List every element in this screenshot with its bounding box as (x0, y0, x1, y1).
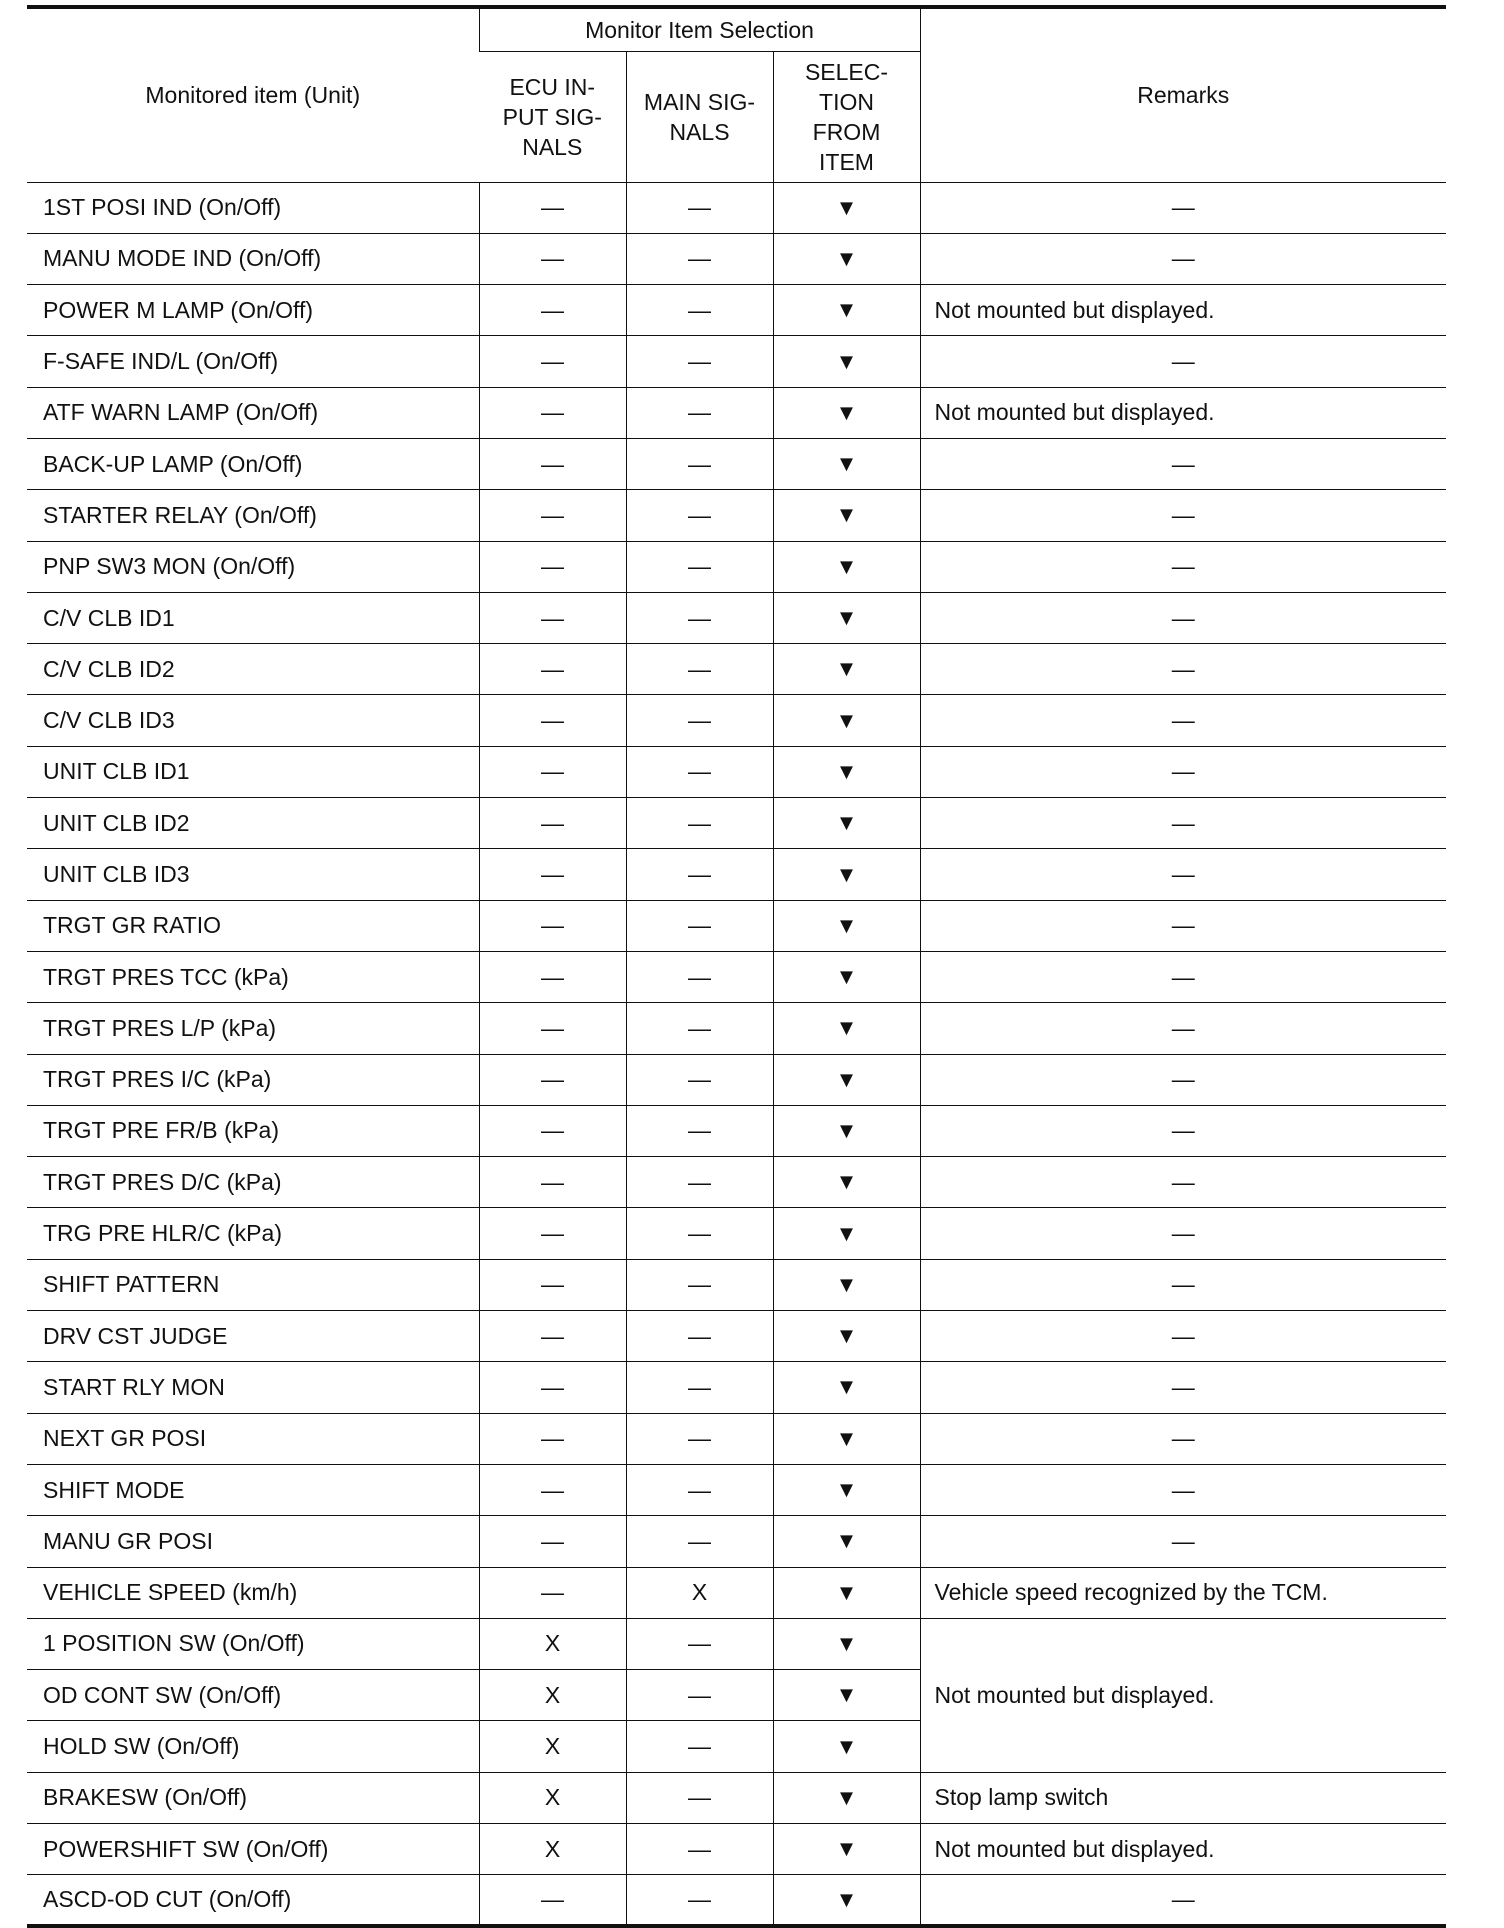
main-signals-cell: — (626, 951, 773, 1002)
monitored-item-cell: TRGT PRE FR/B (kPa) (27, 1105, 479, 1156)
selection-from-item-cell: ▼ (773, 1618, 920, 1669)
main-signals-cell: — (626, 1516, 773, 1567)
table-row (27, 438, 1446, 489)
ecu-input-signals-cell: — (479, 490, 626, 541)
main-signals-cell: — (626, 1875, 773, 1926)
ecu-input-signals-cell: — (479, 1259, 626, 1310)
ecu-input-signals-cell: X (479, 1618, 626, 1669)
selection-from-item-cell: ▼ (773, 1516, 920, 1567)
selection-from-item-cell: ▼ (773, 1208, 920, 1259)
monitored-item-cell: MANU MODE IND (On/Off) (27, 233, 479, 284)
main-signals-cell: — (626, 1105, 773, 1156)
remarks-cell: — (920, 1157, 1446, 1208)
remarks-cell: — (920, 541, 1446, 592)
remarks-cell: — (920, 1054, 1446, 1105)
remarks-cell: — (920, 1362, 1446, 1413)
monitored-item-cell: OD CONT SW (On/Off) (27, 1670, 479, 1721)
monitored-item-cell: DRV CST JUDGE (27, 1311, 479, 1362)
selection-from-item-cell: ▼ (773, 644, 920, 695)
selection-from-item-cell: ▼ (773, 1054, 920, 1105)
main-signals-cell: — (626, 1259, 773, 1310)
header-selection-from-item: SELEC- TION FROM ITEM (773, 51, 920, 182)
table-row (27, 1157, 1446, 1208)
remarks-cell: — (920, 1464, 1446, 1515)
selection-from-item-cell: ▼ (773, 1362, 920, 1413)
remarks-cell: — (920, 1311, 1446, 1362)
monitored-item-cell: NEXT GR POSI (27, 1413, 479, 1464)
table-body (27, 182, 1446, 1926)
table-row (27, 1259, 1446, 1310)
monitored-item-cell: STARTER RELAY (On/Off) (27, 490, 479, 541)
table-row (27, 746, 1446, 797)
remarks-cell: — (920, 1003, 1446, 1054)
main-signals-cell: — (626, 336, 773, 387)
table-row (27, 1413, 1446, 1464)
main-signals-cell: — (626, 285, 773, 336)
table-row (27, 1772, 1446, 1823)
ecu-input-signals-cell: X (479, 1670, 626, 1721)
main-signals-cell: — (626, 798, 773, 849)
monitored-item-cell: SHIFT MODE (27, 1464, 479, 1515)
main-signals-cell: — (626, 1362, 773, 1413)
header-remarks: Remarks (920, 7, 1446, 182)
main-signals-cell: X (626, 1567, 773, 1618)
monitored-item-cell: HOLD SW (On/Off) (27, 1721, 479, 1772)
main-signals-cell: — (626, 1464, 773, 1515)
ecu-input-signals-cell: — (479, 695, 626, 746)
monitored-item-cell: BACK-UP LAMP (On/Off) (27, 438, 479, 489)
main-signals-cell: — (626, 1670, 773, 1721)
main-signals-cell: — (626, 490, 773, 541)
main-signals-cell: — (626, 1721, 773, 1772)
monitored-item-cell: ATF WARN LAMP (On/Off) (27, 387, 479, 438)
selection-from-item-cell: ▼ (773, 182, 920, 233)
remarks-cell: — (920, 1413, 1446, 1464)
main-signals-cell: — (626, 1413, 773, 1464)
selection-from-item-cell: ▼ (773, 1772, 920, 1823)
remarks-cell: Stop lamp switch (920, 1772, 1446, 1823)
ecu-input-signals-cell: — (479, 233, 626, 284)
ecu-input-signals-cell: — (479, 900, 626, 951)
main-signals-cell: — (626, 1311, 773, 1362)
main-signals-cell: — (626, 1003, 773, 1054)
monitored-item-cell: TRGT PRES L/P (kPa) (27, 1003, 479, 1054)
monitor-item-table-sheet (27, 5, 1446, 1928)
table-row (27, 695, 1446, 746)
main-signals-cell: — (626, 1824, 773, 1875)
monitored-item-cell: SHIFT PATTERN (27, 1259, 479, 1310)
table-row (27, 900, 1446, 951)
selection-from-item-cell: ▼ (773, 1259, 920, 1310)
table-row (27, 490, 1446, 541)
selection-from-item-cell: ▼ (773, 1670, 920, 1721)
monitored-item-cell: TRGT PRES TCC (kPa) (27, 951, 479, 1002)
remarks-cell: — (920, 798, 1446, 849)
main-signals-cell: — (626, 1772, 773, 1823)
main-signals-cell: — (626, 541, 773, 592)
selection-from-item-cell: ▼ (773, 1824, 920, 1875)
monitored-item-cell: C/V CLB ID1 (27, 592, 479, 643)
table-row (27, 387, 1446, 438)
monitor-item-table (27, 5, 1446, 1928)
ecu-input-signals-cell: — (479, 1362, 626, 1413)
table-row (27, 798, 1446, 849)
monitored-item-cell: 1ST POSI IND (On/Off) (27, 182, 479, 233)
main-signals-cell: — (626, 900, 773, 951)
monitored-item-cell: TRGT PRES I/C (kPa) (27, 1054, 479, 1105)
monitored-item-cell: UNIT CLB ID3 (27, 849, 479, 900)
monitored-item-cell: BRAKESW (On/Off) (27, 1772, 479, 1823)
table-row (27, 336, 1446, 387)
selection-from-item-cell: ▼ (773, 387, 920, 438)
table-row (27, 849, 1446, 900)
main-signals-cell: — (626, 746, 773, 797)
ecu-input-signals-cell: — (479, 951, 626, 1002)
ecu-input-signals-cell: — (479, 1157, 626, 1208)
ecu-input-signals-cell: — (479, 541, 626, 592)
ecu-input-signals-cell: — (479, 438, 626, 489)
selection-from-item-cell: ▼ (773, 1157, 920, 1208)
selection-from-item-cell: ▼ (773, 336, 920, 387)
header-main-signals: MAIN SIG- NALS (626, 51, 773, 182)
monitored-item-cell: UNIT CLB ID1 (27, 746, 479, 797)
table-row (27, 1003, 1446, 1054)
selection-from-item-cell: ▼ (773, 798, 920, 849)
main-signals-cell: — (626, 1054, 773, 1105)
remarks-cell: Not mounted but displayed. (920, 1618, 1446, 1772)
table-row (27, 1362, 1446, 1413)
remarks-cell: — (920, 900, 1446, 951)
selection-from-item-cell: ▼ (773, 233, 920, 284)
monitored-item-cell: MANU GR POSI (27, 1516, 479, 1567)
remarks-cell: Not mounted but displayed. (920, 387, 1446, 438)
main-signals-cell: — (626, 592, 773, 643)
monitored-item-cell: PNP SW3 MON (On/Off) (27, 541, 479, 592)
ecu-input-signals-cell: X (479, 1824, 626, 1875)
main-signals-cell: — (626, 182, 773, 233)
main-signals-cell: — (626, 849, 773, 900)
header-ecu-input-signals: ECU IN- PUT SIG- NALS (479, 51, 626, 182)
selection-from-item-cell: ▼ (773, 1105, 920, 1156)
ecu-input-signals-cell: — (479, 1311, 626, 1362)
ecu-input-signals-cell: — (479, 1003, 626, 1054)
monitored-item-cell: START RLY MON (27, 1362, 479, 1413)
ecu-input-signals-cell: — (479, 592, 626, 643)
ecu-input-signals-cell: — (479, 1054, 626, 1105)
monitored-item-cell: TRGT GR RATIO (27, 900, 479, 951)
main-signals-cell: — (626, 644, 773, 695)
table-row (27, 233, 1446, 284)
ecu-input-signals-cell: — (479, 1464, 626, 1515)
main-signals-cell: — (626, 387, 773, 438)
table-row (27, 285, 1446, 336)
remarks-cell: — (920, 182, 1446, 233)
table-row (27, 1824, 1446, 1875)
table-row (27, 951, 1446, 1002)
table-row (27, 1208, 1446, 1259)
remarks-cell: — (920, 1516, 1446, 1567)
remarks-cell: — (920, 1208, 1446, 1259)
selection-from-item-cell: ▼ (773, 541, 920, 592)
selection-from-item-cell: ▼ (773, 900, 920, 951)
table-header (27, 7, 1446, 182)
table-row (27, 541, 1446, 592)
main-signals-cell: — (626, 438, 773, 489)
monitored-item-cell: POWERSHIFT SW (On/Off) (27, 1824, 479, 1875)
table-row (27, 644, 1446, 695)
monitored-item-cell: F-SAFE IND/L (On/Off) (27, 336, 479, 387)
remarks-cell: — (920, 951, 1446, 1002)
remarks-cell: — (920, 233, 1446, 284)
table-row (27, 1516, 1446, 1567)
remarks-cell: — (920, 746, 1446, 797)
remarks-cell: — (920, 1875, 1446, 1926)
selection-from-item-cell: ▼ (773, 1721, 920, 1772)
ecu-input-signals-cell: — (479, 849, 626, 900)
ecu-input-signals-cell: — (479, 1875, 626, 1926)
selection-from-item-cell: ▼ (773, 490, 920, 541)
remarks-cell: — (920, 1259, 1446, 1310)
selection-from-item-cell: ▼ (773, 438, 920, 489)
remarks-cell: — (920, 336, 1446, 387)
selection-from-item-cell: ▼ (773, 1567, 920, 1618)
remarks-cell: — (920, 644, 1446, 695)
selection-from-item-cell: ▼ (773, 1875, 920, 1926)
remarks-cell: — (920, 1105, 1446, 1156)
monitored-item-cell: TRG PRE HLR/C (kPa) (27, 1208, 479, 1259)
ecu-input-signals-cell: — (479, 336, 626, 387)
remarks-cell: Vehicle speed recognized by the TCM. (920, 1567, 1446, 1618)
selection-from-item-cell: ▼ (773, 1464, 920, 1515)
ecu-input-signals-cell: — (479, 285, 626, 336)
selection-from-item-cell: ▼ (773, 1003, 920, 1054)
ecu-input-signals-cell: — (479, 798, 626, 849)
ecu-input-signals-cell: — (479, 1413, 626, 1464)
selection-from-item-cell: ▼ (773, 849, 920, 900)
main-signals-cell: — (626, 1618, 773, 1669)
selection-from-item-cell: ▼ (773, 285, 920, 336)
selection-from-item-cell: ▼ (773, 746, 920, 797)
ecu-input-signals-cell: X (479, 1772, 626, 1823)
ecu-input-signals-cell: — (479, 182, 626, 233)
header-monitor-item-selection: Monitor Item Selection (479, 7, 920, 51)
ecu-input-signals-cell: — (479, 1105, 626, 1156)
monitored-item-cell: ASCD-OD CUT (On/Off) (27, 1875, 479, 1926)
remarks-cell: Not mounted but displayed. (920, 285, 1446, 336)
table-row (27, 592, 1446, 643)
ecu-input-signals-cell: — (479, 644, 626, 695)
monitored-item-cell: VEHICLE SPEED (km/h) (27, 1567, 479, 1618)
selection-from-item-cell: ▼ (773, 1311, 920, 1362)
main-signals-cell: — (626, 695, 773, 746)
table-row (27, 1567, 1446, 1618)
monitored-item-cell: C/V CLB ID2 (27, 644, 479, 695)
monitored-item-cell: TRGT PRES D/C (kPa) (27, 1157, 479, 1208)
table-row (27, 1464, 1446, 1515)
selection-from-item-cell: ▼ (773, 1413, 920, 1464)
remarks-cell: — (920, 490, 1446, 541)
ecu-input-signals-cell: — (479, 1208, 626, 1259)
ecu-input-signals-cell: X (479, 1721, 626, 1772)
table-row (27, 1311, 1446, 1362)
monitored-item-cell: POWER M LAMP (On/Off) (27, 285, 479, 336)
monitored-item-cell: 1 POSITION SW (On/Off) (27, 1618, 479, 1669)
remarks-cell: — (920, 438, 1446, 489)
table-row (27, 1054, 1446, 1105)
header-monitored-item: Monitored item (Unit) (27, 7, 479, 182)
table-row (27, 1618, 1446, 1669)
ecu-input-signals-cell: — (479, 1516, 626, 1567)
ecu-input-signals-cell: — (479, 387, 626, 438)
table-row (27, 1105, 1446, 1156)
monitored-item-cell: UNIT CLB ID2 (27, 798, 479, 849)
ecu-input-signals-cell: — (479, 746, 626, 797)
monitored-item-cell: C/V CLB ID3 (27, 695, 479, 746)
selection-from-item-cell: ▼ (773, 951, 920, 1002)
table-row (27, 1875, 1446, 1926)
selection-from-item-cell: ▼ (773, 592, 920, 643)
table-row (27, 182, 1446, 233)
selection-from-item-cell: ▼ (773, 695, 920, 746)
ecu-input-signals-cell: — (479, 1567, 626, 1618)
main-signals-cell: — (626, 233, 773, 284)
remarks-cell: — (920, 849, 1446, 900)
main-signals-cell: — (626, 1157, 773, 1208)
remarks-cell: Not mounted but displayed. (920, 1824, 1446, 1875)
main-signals-cell: — (626, 1208, 773, 1259)
remarks-cell: — (920, 695, 1446, 746)
remarks-cell: — (920, 592, 1446, 643)
